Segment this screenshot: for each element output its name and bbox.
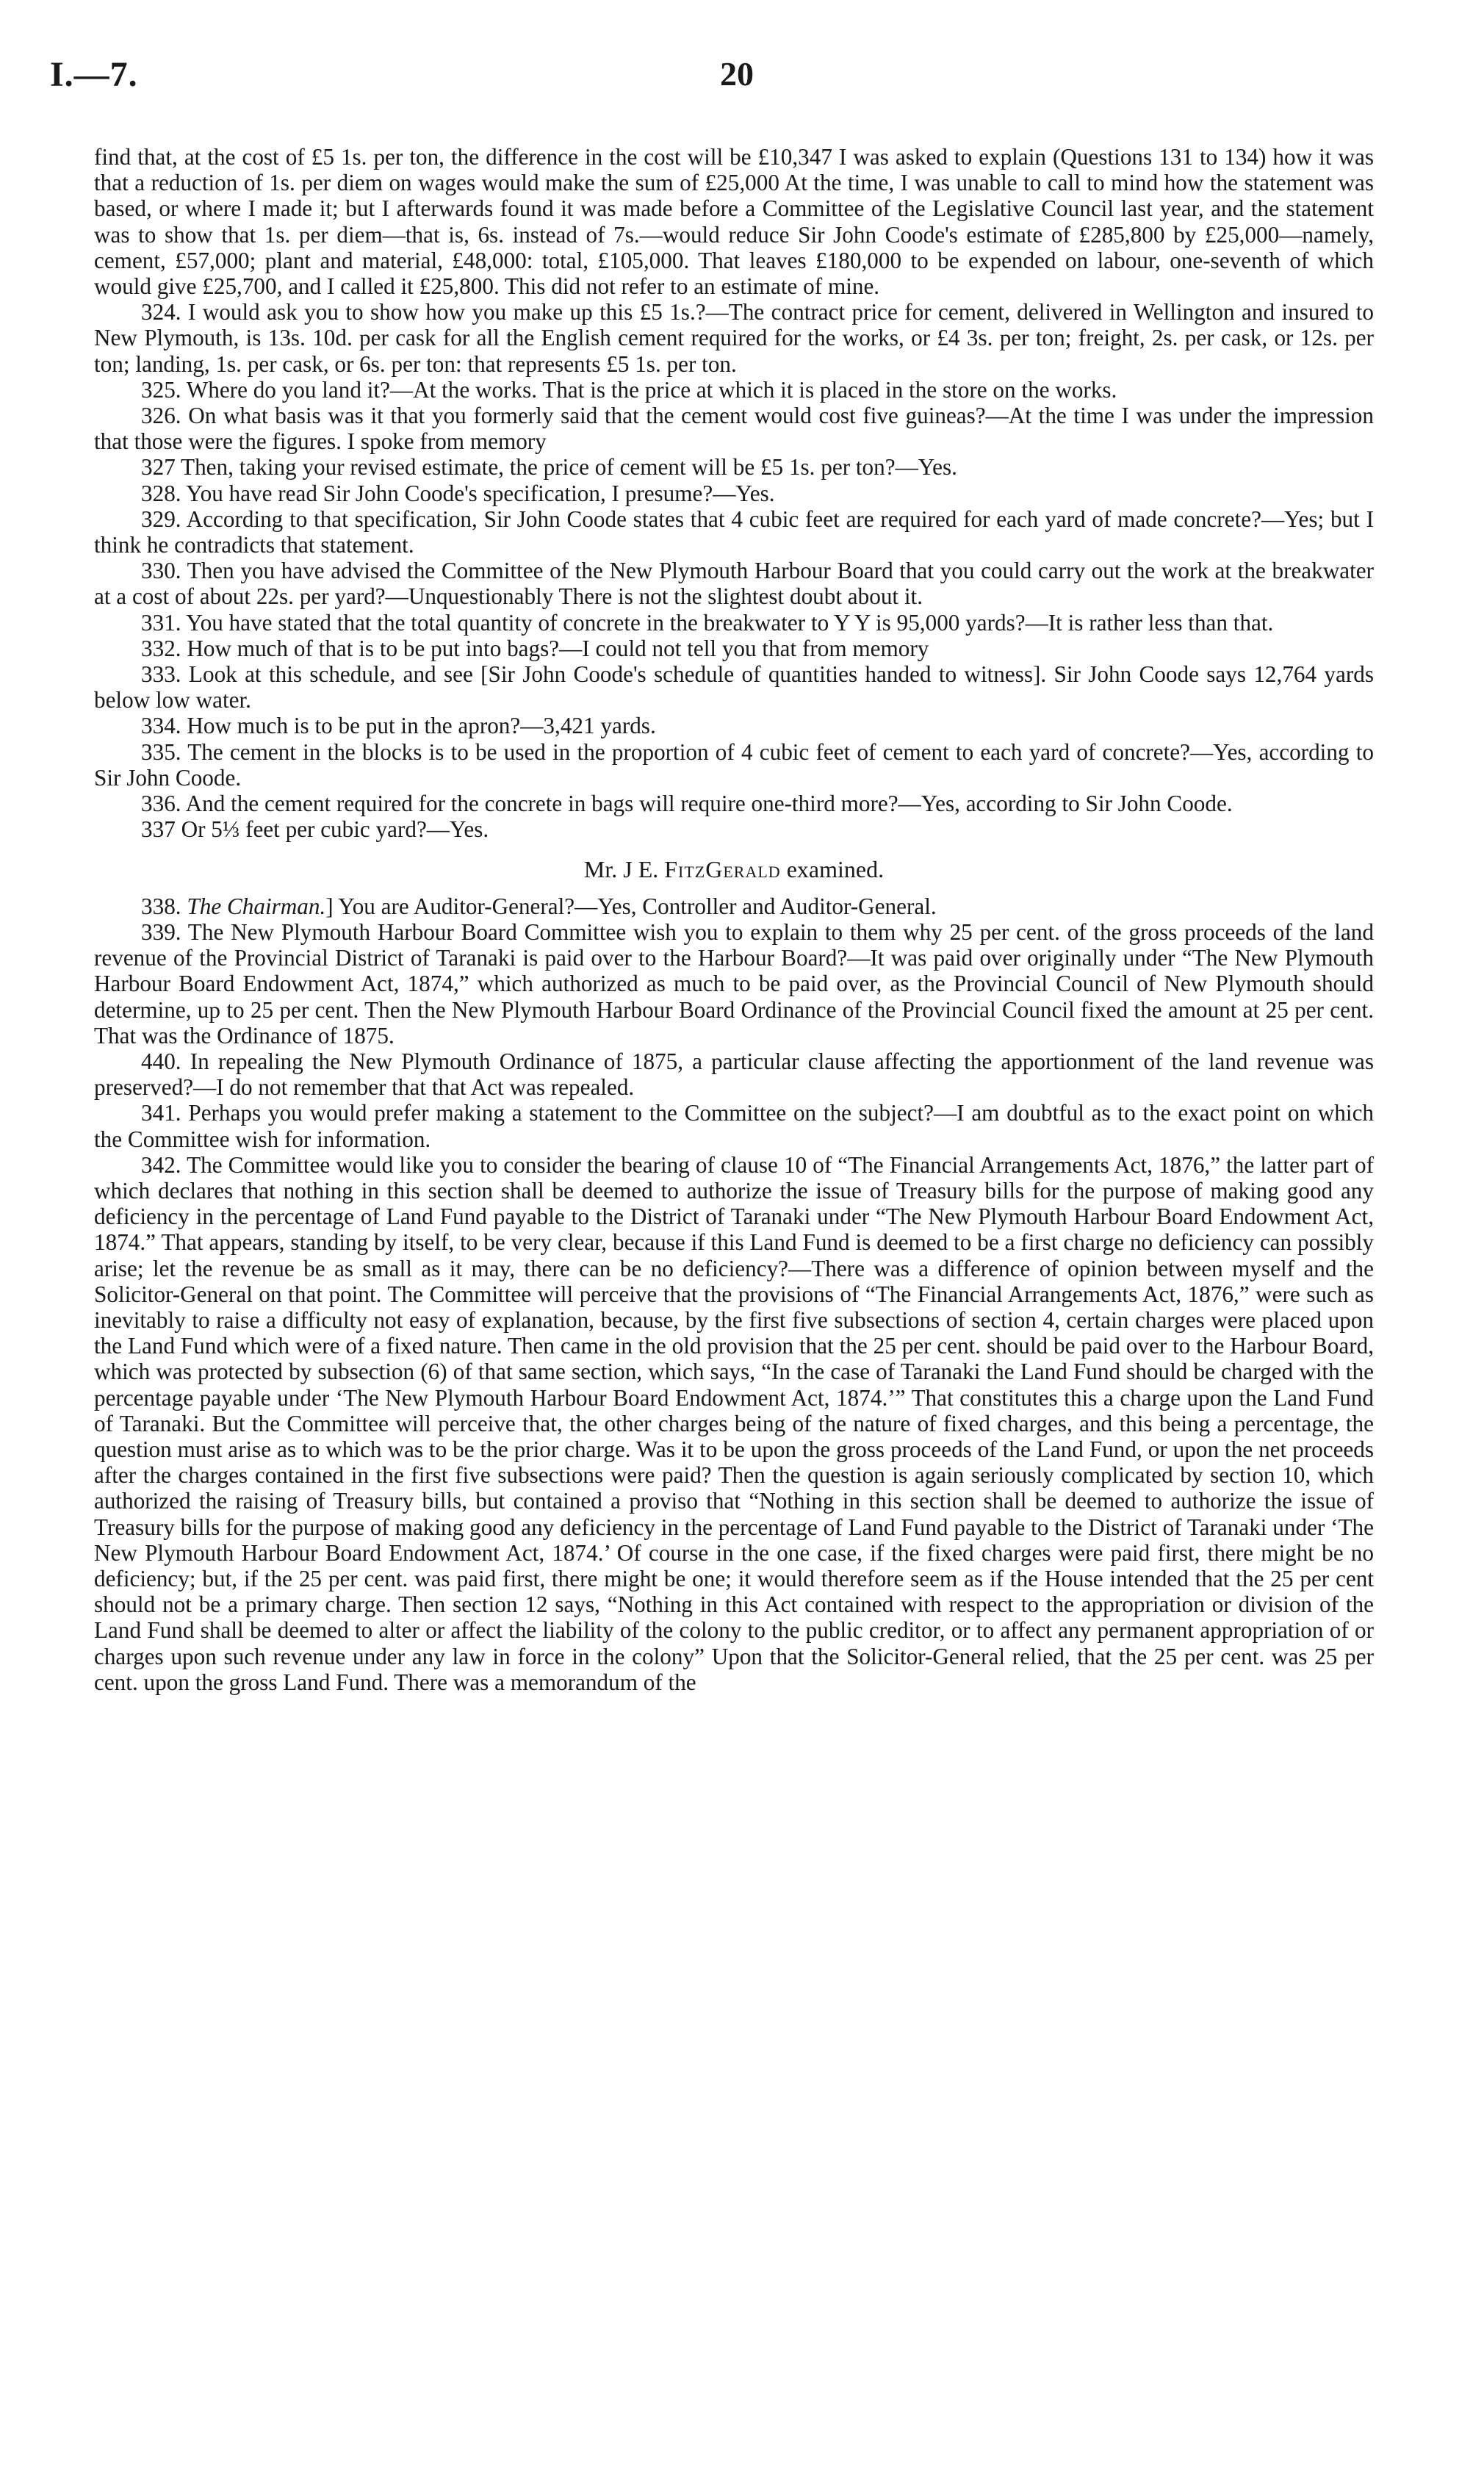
paragraph: 331. You have stated that the total quantity of concrete in the breakwater to Y Y is 95,000 yards?—It is rather less than that. (141, 609, 1274, 636)
paragraph: 329. According to that specification, Sir John Coode states that 4 cubic feet are required for each yard of made concrete?—Yes; but I think he contradicts that statement. (94, 506, 1374, 558)
paragraph: 333. Look at this schedule, and see [Sir John Coode's schedule of quantities handed to witness]. Sir John Coode says 12,764 yards below low water. (94, 661, 1374, 713)
paragraph: 341. Perhaps you would prefer making a statement to the Committee on the subject?—I am doubtful as to the exact point on which the Committee wish for information. (94, 1100, 1374, 1152)
page-header (50, 54, 1372, 106)
section-heading (94, 857, 1374, 882)
paragraph: 326. On what basis was it that you formerly said that the cement would cost five guineas?—At the time I was under the impression that those were the figures. I spoke from memory (94, 403, 1374, 455)
heading-name: FitzGerald (664, 856, 781, 883)
paragraph-text: ] You are Auditor-General?—Yes, Controller and Auditor-General. (325, 893, 937, 919)
paragraph: 325. Where do you land it?—At the works. That is the price at which it is placed in the store on the works. (141, 376, 1117, 403)
paragraph: 440. In repealing the New Plymouth Ordinance of 1875, a particular clause affecting the apportionment of the land revenue was preserved?—I do not remember that that Act was repealed. (94, 1048, 1374, 1101)
paragraph: 336. And the cement required for the concrete in bags will require one-third more?—Yes, according to Sir John Coode. (141, 791, 1233, 817)
paragraph: 337 Or 5⅓ feet per cubic yard?—Yes. (141, 816, 489, 843)
paragraph: 324. I would ask you to show how you make up this £5 1s.?—The contract price for cement, delivered in Wellington and insured to New Plymouth, is 13s. 10d. per cask for all the English cement required for the works, or £4 3s. per ton; freight, 2s. per cask, or 12s. per ton; landing, 1s. per cask, or 6s. per ton: that represents £5 1s. per ton. (94, 299, 1374, 377)
paragraph: 339. The New Plymouth Harbour Board Committee wish you to explain to them why 25 per cent. of the gross proceeds of the land revenue of the Provincial District of Taranaki is paid over to the Harbour Board?—It was paid over originally under “The New Plymouth Harbour Board Endowment Act, 1874,” which authorized as much to be paid over, as the Provincial Council of New Plymouth should determine, up to 25 per cent. Then the New Plymouth Harbour Board Ordinance of the Provincial Council fixed the amount at 25 per cent. That was the Ordinance of 1875. (94, 918, 1374, 1048)
paragraph: 327 Then, taking your revised estimate, the price of cement will be £5 1s. per ton?—Yes. (141, 454, 957, 481)
speaker: The Chairman. (187, 893, 326, 919)
paragraph: 334. How much is to be put in the apron?—3,421 yards. (141, 713, 656, 739)
paragraph (94, 893, 1374, 919)
paragraph: 342. The Committee would like you to consider the bearing of clause 10 of “The Financial Arrangements Act, 1876,” the latter part of which declares that nothing in this section shall be deemed to authorize the issue of Treasury bills for the purpose of making good any deficiency in the percentage of Land Fund payable to the District of Taranaki under “The New Plymouth Harbour Board Endowment Act, 1874.” That appears, standing by itself, to be very clear, because if this Land Fund is deemed to be a first charge no deficiency can possibly arise; let the revenue be as small as it may, there can be no deficiency?—There was a difference of opinion between myself and the Solicitor-General on that point. The Committee will perceive that the provisions of “The Financial Arrangements Act, 1876,” were such as inevitably to raise a difficulty not easy of explanation, because, by the first five subsections of section 4, certain charges were placed upon the Land Fund which were of a fixed nature. Then came in the old provision that the 25 per cent. should be paid over to the Harbour Board, which was protected by subsection (6) of that same section, which says, “In the case of Taranaki the Land Fund should be charged with the percentage payable under ‘The New Plymouth Harbour Board Endowment Act, 1874.’” That constitutes this a charge upon the Land Fund of Taranaki. But the Committee will perceive that, the other charges being of the nature of fixed charges, and this being a percentage, the question must arise as to which was to be the prior charge. Was it to be upon the gross proceeds of the Land Fund, or upon the net proceeds after the charges contained in the first five subsections were paid? Then the question is again seriously complicated by section 10, which authorized the raising of Treasury bills, but contained a proviso that “Nothing in this section shall be deemed to authorize the issue of Treasury bills for the purpose of making good any deficiency in the percentage of Land Fund payable to the District of Taranaki under ‘The New Plymouth Harbour Board Endowment Act, 1874.’ Of course in the one case, if the fixed charges were paid first, there might be no deficiency; but, if the 25 per cent. was paid first, there might be one; it would therefore seem as if the House intended that the 25 per cent should not be a primary charge. Then section 12 says, “Nothing in this Act contained with respect to the appropriation or division of the Land Fund shall be deemed to alter or affect the liability of the colony to the public creditor, or to affect any permanent appropriation of or charges upon such revenue under any law in force in the colony” Upon that the Solicitor-General relied, that the 25 per cent. was 25 per cent. upon the gross Land Fund. There was a memorandum of the (94, 1151, 1374, 1695)
page-number: 20 (720, 55, 754, 93)
body-text (94, 144, 1374, 1695)
paragraph: 328. You have read Sir John Coode's specification, I presume?—Yes. (141, 480, 775, 506)
question-number: 338. (141, 893, 181, 919)
heading-prefix: Mr. J E. (583, 856, 665, 883)
heading-suffix: examined. (780, 856, 885, 883)
paragraph: 332. How much of that is to be put into bags?—I could not tell you that from memory (141, 635, 929, 661)
paragraph: 330. Then you have advised the Committee of the New Plymouth Harbour Board that you could carry out the work at the breakwater at a cost of about 22s. per yard?—Unquestionably There is not the slightest doubt about it. (94, 558, 1374, 610)
document-reference: I.—7. (50, 55, 138, 94)
paragraph: 335. The cement in the blocks is to be used in the proportion of 4 cubic feet of cement to each yard of concrete?—Yes, according to Sir John Coode. (94, 738, 1374, 791)
paragraph: find that, at the cost of £5 1s. per ton, the difference in the cost will be £10,347 I was asked to explain (Questions 131 to 134) how it was that a reduction of 1s. per diem on wages would make the sum of £25,000 At the time, I was unable to call to mind how the statement was based, or where I made it; but I afterwards found it was made before a Committee of the Legislative Council last year, and the statement was to show that 1s. per diem—that is, 6s. instead of 7s.—would reduce Sir John Coode's estimate of £285,800 by £25,000—namely, cement, £57,000; plant and material, £48,000: total, £105,000. That leaves £180,000 to be expended on labour, one-seventh of which would give £25,700, and I called it £25,800. This did not refer to an estimate of mine. (94, 144, 1374, 300)
